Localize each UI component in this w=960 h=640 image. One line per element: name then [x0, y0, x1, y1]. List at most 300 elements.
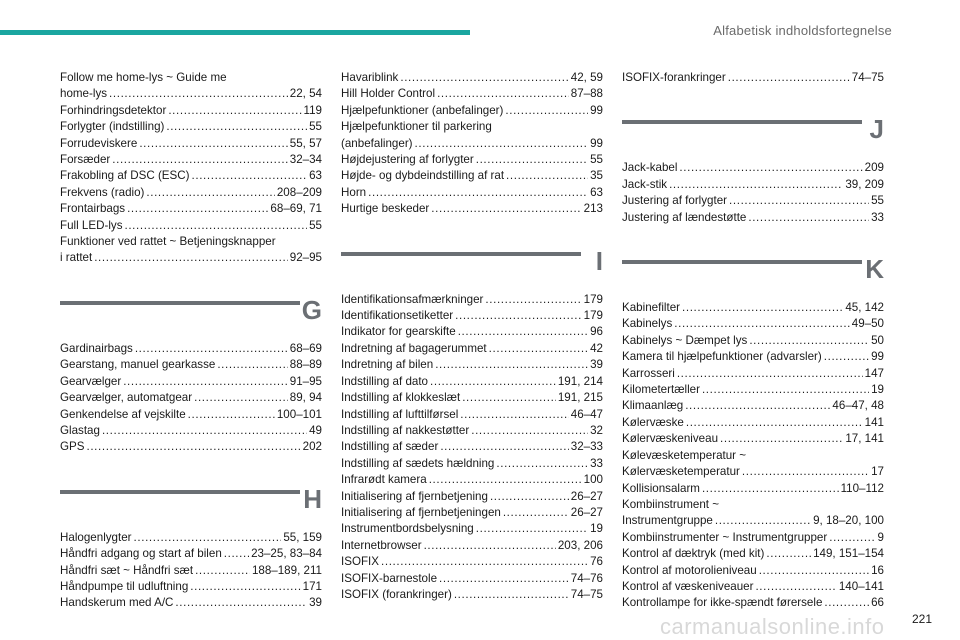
index-entry [341, 456, 603, 472]
index-entry-term: Gearstang, manuel gearkasse [60, 358, 216, 372]
index-entry-term: (anbefalinger) [341, 136, 413, 150]
section-letter-g: G [301, 294, 322, 325]
index-entry [622, 563, 884, 579]
index-entry-pages: 50 [871, 333, 884, 347]
index-column-1 [60, 70, 322, 612]
index-entry-pages: 46–47, 48 [832, 399, 884, 413]
index-entry [60, 201, 322, 217]
section-letter-k: K [865, 254, 884, 285]
index-entry-pages: 147 [864, 366, 884, 380]
index-entry-term: Hill Holder Control [341, 87, 436, 101]
index-entry-term: Kontrol af væskeniveauer [622, 579, 754, 593]
index-entry [60, 341, 322, 357]
dot-leader [489, 341, 588, 357]
index-entry-pages: 33 [871, 210, 884, 224]
index-entry-term: Hjælpefunktioner (anbefalinger) [341, 103, 504, 117]
index-entry-term: Karrosseri [622, 366, 675, 380]
index-entry-term: Indstilling af nakkestøtter [341, 423, 470, 437]
section-header-k [622, 248, 884, 294]
index-entry [622, 210, 884, 226]
dot-leader [112, 152, 287, 168]
index-entry-pages: 91–95 [289, 374, 322, 388]
page-number: 221 [911, 612, 932, 626]
index-entry-term: Havariblink [341, 71, 399, 84]
dot-leader [685, 398, 830, 414]
dot-leader [166, 119, 307, 135]
header-accent-bar [0, 30, 470, 35]
index-entry-term: Hurtige beskeder [341, 202, 430, 216]
index-entry-pages: 119 [303, 103, 322, 117]
dot-leader [702, 481, 839, 497]
index-entry [622, 513, 884, 529]
section-header-i [341, 240, 603, 286]
index-entry-term: Full LED-lys [60, 218, 123, 232]
index-entry [341, 185, 603, 201]
index-entry-term: Indikator for gearskifte [341, 325, 456, 339]
index-entry-pages: 209 [864, 161, 884, 175]
index-entry-pages: 22, 54 [289, 87, 322, 101]
index-entry-pages: 74–75 [570, 587, 603, 601]
index-group-i [341, 292, 603, 604]
index-entry-pages: 202 [302, 440, 322, 454]
index-entry-pages: 99 [590, 103, 603, 117]
index-entry-pages: 55, 57 [289, 136, 322, 150]
index-entry-pages: 9, 18–20, 100 [813, 514, 884, 528]
dot-leader [123, 374, 288, 390]
dot-leader [506, 168, 588, 184]
index-entry [341, 70, 603, 86]
index-entry [341, 152, 603, 168]
index-entry-pages: 32 [590, 423, 603, 437]
index-entry-pages: 99 [590, 136, 603, 150]
index-entry [60, 103, 322, 119]
index-entry-term: Forhindringsdetektor [60, 103, 167, 117]
dot-leader [168, 103, 301, 119]
index-entry [60, 423, 322, 439]
index-entry-term: Identifikationsetiketter [341, 309, 454, 323]
index-entry-term: i rattet [60, 251, 93, 265]
index-entry [60, 530, 322, 546]
section-rule [60, 301, 300, 305]
index-entry-pages: 68–69, 71 [270, 202, 322, 216]
index-entry-pages: 191, 215 [557, 391, 603, 405]
index-entry [622, 316, 884, 332]
dot-leader [686, 415, 863, 431]
index-entry [60, 563, 322, 579]
dot-leader [440, 439, 568, 455]
index-entry-term: Indstilling af sædets hældning [341, 456, 495, 470]
index-entry [622, 333, 884, 349]
index-entry-pages: 17 [871, 465, 884, 479]
dot-leader [485, 292, 581, 308]
index-entry [60, 595, 322, 611]
index-entry-pages: 179 [583, 292, 603, 306]
index-entry-term: Initialisering af fjernbetjening [341, 489, 488, 503]
index-entry-pages: 141 [864, 415, 884, 429]
index-entry [341, 103, 603, 119]
index-entry-term: Indstilling af klokkeslæt [341, 391, 461, 405]
index-entry [60, 250, 322, 266]
index-entry [60, 119, 322, 135]
index-entry [341, 357, 603, 373]
index-entry-pages: 55 [309, 218, 322, 232]
index-entry-term: Håndfri sæt ~ Håndfri sæt [60, 563, 194, 577]
index-entry [60, 86, 322, 102]
index-entry-pages: 88–89 [289, 358, 322, 372]
dot-leader [728, 70, 850, 86]
index-entry [60, 439, 322, 455]
dot-leader [505, 103, 588, 119]
section-letter-j: J [869, 114, 884, 145]
index-entry [622, 177, 884, 193]
index-entry-first-line: Follow me home-lys ~ Guide me [60, 71, 227, 84]
dot-leader [134, 530, 282, 546]
index-entry [341, 439, 603, 455]
index-entry-term: Horn [341, 185, 367, 199]
index-entry [622, 595, 884, 611]
index-entry-term: Kontrollampe for ikke-spændt førersele [622, 596, 823, 610]
index-entry-term: Indstilling af dato [341, 374, 429, 388]
index-entry-term: Kamera til hjælpefunktioner (advarsler) [622, 350, 822, 364]
index-entry [341, 407, 603, 423]
index-entry-pages: 92–95 [289, 251, 322, 265]
index-entry-pages: 55 [309, 120, 322, 134]
index-entry-term: ISOFIX [341, 555, 380, 569]
index-entry [60, 390, 322, 406]
index-entry-term: Halogenlygter [60, 530, 132, 544]
index-group-h [60, 530, 322, 612]
dot-leader [415, 136, 589, 152]
dot-leader [454, 587, 569, 603]
index-entry-pages: 179 [583, 309, 603, 323]
index-entry-pages: 191, 214 [557, 374, 603, 388]
index-entry-pages: 9 [877, 530, 884, 544]
index-entry [341, 521, 603, 537]
dot-leader [192, 168, 308, 184]
index-entry-term: Håndpumpe til udluftning [60, 579, 189, 593]
index-entry [622, 300, 884, 316]
index-entry-term: Kontrol af motorolieniveau [622, 563, 757, 577]
index-group-h-continued [341, 70, 603, 218]
index-entry-pages: 26–27 [570, 505, 603, 519]
dot-leader [224, 546, 249, 562]
dot-leader [720, 431, 843, 447]
section-letter-i: I [595, 245, 603, 276]
index-entry-pages: 140–141 [838, 579, 884, 593]
dot-leader [437, 86, 569, 102]
index-entry-first-line: Kølevæsketemperatur ~ [622, 448, 747, 462]
index-entry [341, 472, 603, 488]
index-entry-pages: 32–33 [570, 440, 603, 454]
index-entry [622, 70, 884, 86]
index-entry-pages: 203, 206 [557, 538, 603, 552]
index-entry-pages: 19 [590, 522, 603, 536]
index-entry-term: Frakobling af DSC (ESC) [60, 169, 190, 183]
index-entry-pages: 110–112 [840, 481, 884, 495]
index-entry-term: Frontairbags [60, 202, 126, 216]
dot-leader [702, 382, 869, 398]
index-entry-pages: 16 [871, 563, 884, 577]
dot-leader [471, 423, 588, 439]
section-rule [341, 252, 581, 256]
index-entry [622, 579, 884, 595]
dot-leader [431, 201, 581, 217]
dot-leader [188, 407, 275, 423]
index-entry [60, 407, 322, 423]
index-entry [60, 136, 322, 152]
index-entry-term: Højdejustering af forlygter [341, 153, 474, 167]
dot-leader [109, 86, 288, 102]
index-entry [622, 193, 884, 209]
index-entry-pages: 87–88 [570, 87, 603, 101]
index-entry-pages: 66 [871, 596, 884, 610]
index-entry-pages: 35 [590, 169, 603, 183]
index-entry-pages: 63 [590, 185, 603, 199]
index-entry-term: Justering af lændestøtte [622, 210, 747, 224]
dot-leader [476, 152, 588, 168]
dot-leader [715, 513, 811, 529]
index-entry [622, 546, 884, 562]
index-entry-pages: 42 [590, 341, 603, 355]
dot-leader [190, 579, 300, 595]
index-entry [341, 538, 603, 554]
index-entry [341, 571, 603, 587]
index-entry [341, 390, 603, 406]
dot-leader [194, 390, 288, 406]
index-entry [341, 308, 603, 324]
index-entry-pages: 26–27 [570, 489, 603, 503]
index-entry-term: Kølervæske [622, 415, 684, 429]
dot-leader [669, 177, 843, 193]
index-entry-term: Kombiinstrumenter ~ Instrumentgrupper [622, 530, 828, 544]
dot-leader [195, 563, 250, 579]
index-column-3 [622, 70, 884, 612]
index-entry [341, 554, 603, 570]
index-entry-pages: 39 [590, 358, 603, 372]
index-entry-pages: 33 [590, 456, 603, 470]
index-entry-term: Gardinairbags [60, 341, 133, 355]
index-entry-pages: 171 [302, 579, 322, 593]
dot-leader [824, 349, 869, 365]
index-entry-term: Kabinelys ~ Dæmpet lys [622, 333, 748, 347]
index-entry-pages: 76 [590, 555, 603, 569]
dot-leader [755, 579, 836, 595]
index-entry [60, 168, 322, 184]
index-entry [622, 431, 884, 447]
index-entry-term: Gearvælger [60, 374, 122, 388]
index-entry [341, 201, 603, 217]
index-entry-pages: 213 [583, 202, 603, 216]
index-entry [622, 398, 884, 414]
dot-leader [139, 136, 287, 152]
dot-leader [135, 341, 288, 357]
index-entry-pages: 99 [871, 350, 884, 364]
index-entry-pages: 17, 141 [845, 432, 884, 446]
section-header-g [60, 289, 322, 335]
dot-leader [217, 357, 287, 373]
index-column-2 [341, 70, 603, 603]
index-entry [622, 160, 884, 176]
index-entry-pages: 68–69 [289, 341, 322, 355]
index-entry-term: Jack-kabel [622, 161, 678, 175]
index-entry-first-line: Hjælpefunktioner til parkering [341, 120, 492, 134]
dot-leader [458, 324, 588, 340]
index-entry-term: Kontrol af dæktryk (med kit) [622, 547, 765, 561]
index-entry-term: Kollisionsalarm [622, 481, 700, 495]
index-entry-pages: 49 [309, 423, 322, 437]
index-entry-pages: 100 [583, 473, 603, 487]
index-entry-term: Genkendelse af vejskilte [60, 407, 186, 421]
index-entry-term: GPS [60, 440, 85, 454]
index-entry-term: Kabinelys [622, 317, 673, 331]
index-entry-pages: 63 [309, 169, 322, 183]
index-entry [622, 415, 884, 431]
dot-leader [175, 595, 307, 611]
dot-leader [94, 250, 288, 266]
index-entry-pages: 100–101 [276, 407, 322, 421]
index-entry-first-line: Kombiinstrument ~ [622, 497, 719, 511]
index-entry-term: Indstilling af sæder [341, 440, 439, 454]
index-entry-term: Initialisering af fjernbetjeningen [341, 505, 501, 519]
dot-leader [86, 439, 300, 455]
index-entry-pages: 74–76 [570, 571, 603, 585]
index-entry-term: ISOFIX (forankringer) [341, 587, 452, 601]
index-entry-term: Gearvælger, automatgear [60, 391, 193, 405]
index-entry [60, 546, 322, 562]
dot-leader [400, 70, 568, 86]
index-entry-term: Internetbrowser [341, 538, 422, 552]
dot-leader [496, 456, 588, 472]
index-entry [341, 86, 603, 102]
index-entry-pages: 89, 94 [289, 391, 322, 405]
dot-leader [759, 563, 869, 579]
index-entry-term: Handskerum med A/C [60, 596, 174, 610]
index-entry-term: Kilometertæller [622, 383, 700, 397]
dot-leader [742, 464, 869, 480]
index-entry-pages: 149, 151–154 [813, 547, 884, 561]
section-header-j [622, 108, 884, 154]
index-entry [622, 530, 884, 546]
index-entry [341, 374, 603, 390]
index-entry [341, 168, 603, 184]
index-entry [60, 579, 322, 595]
index-entry-term: Klimaanlæg [622, 399, 684, 413]
dot-leader [429, 472, 582, 488]
section-header-h [60, 478, 322, 524]
index-entry-term: Indstilling af lufttilførsel [341, 407, 459, 421]
index-group-f [60, 70, 322, 267]
index-entry-pages: 49–50 [851, 317, 884, 331]
dot-leader [127, 201, 268, 217]
index-entry-term: Håndfri adgang og start af bilen [60, 547, 222, 561]
dot-leader [748, 210, 869, 226]
index-entry [341, 136, 603, 152]
dot-leader [430, 374, 556, 390]
index-entry-pages: 46–47 [570, 407, 603, 421]
index-entry-term: Infrarødt kamera [341, 473, 427, 487]
dot-leader [749, 333, 869, 349]
index-entry [60, 374, 322, 390]
index-entry [341, 587, 603, 603]
section-letter-h: H [303, 483, 322, 514]
dot-leader [125, 218, 308, 234]
index-group-k [622, 300, 884, 612]
index-entry-term: Forrudeviskere [60, 136, 138, 150]
dot-leader [476, 521, 588, 537]
index-entry-pages: 23–25, 83–84 [251, 547, 322, 561]
watermark-text: carmanualsonline.info [660, 614, 885, 639]
index-entry-pages: 45, 142 [845, 301, 884, 315]
index-entry-term: Instrumentgruppe [622, 514, 713, 528]
index-entry [341, 489, 603, 505]
dot-leader [829, 530, 875, 546]
index-entry-term: Instrumentbordsbelysning [341, 522, 474, 536]
index-entry-term: Indretning af bagagerummet [341, 341, 487, 355]
dot-leader [674, 316, 849, 332]
dot-leader [460, 407, 568, 423]
dot-leader [679, 160, 862, 176]
index-entry-pages: 55 [871, 194, 884, 208]
index-entry [622, 382, 884, 398]
index-entry [60, 152, 322, 168]
index-entry-pages: 55, 159 [283, 530, 322, 544]
index-entry-term: Kølervæskeniveau [622, 432, 719, 446]
index-entry [622, 366, 884, 382]
section-rule [622, 120, 862, 124]
index-entry-pages: 39, 209 [845, 177, 884, 191]
index-entry [60, 185, 322, 201]
index-entry [341, 341, 603, 357]
dot-leader [439, 571, 569, 587]
index-entry-term: Kølervæsketemperatur [622, 465, 740, 479]
dot-leader [462, 390, 556, 406]
index-entry-pages: 188–189, 211 [251, 563, 322, 577]
index-group-j [622, 160, 884, 226]
index-entry [622, 464, 884, 480]
dot-leader [455, 308, 582, 324]
index-entry-term: Jack-stik [622, 177, 668, 191]
index-group-i-continued [622, 70, 884, 86]
index-entry [60, 357, 322, 373]
index-entry-term: Identifikationsafmærkninger [341, 292, 484, 306]
index-entry-term: Forlygter (indstilling) [60, 120, 165, 134]
index-entry-pages: 55 [590, 153, 603, 167]
index-group-g [60, 341, 322, 456]
dot-leader [490, 489, 569, 505]
index-entry-pages: 19 [871, 383, 884, 397]
dot-leader [503, 505, 569, 521]
dot-leader [381, 554, 588, 570]
section-rule [622, 260, 862, 264]
index-entry [341, 505, 603, 521]
index-entry-pages: 96 [590, 325, 603, 339]
index-entry-pages: 74–75 [851, 71, 884, 84]
index-entry-pages: 32–34 [289, 153, 322, 167]
dot-leader [424, 538, 556, 554]
index-entry [622, 481, 884, 497]
dot-leader [682, 300, 843, 316]
index-entry-term: Frekvens (radio) [60, 185, 145, 199]
section-rule [60, 490, 300, 494]
index-entry [341, 324, 603, 340]
index-entry-term: Højde- og dybdeindstilling af rat [341, 169, 505, 183]
dot-leader [729, 193, 869, 209]
page-header-title: Alfabetisk indholdsfortegnelse [713, 23, 892, 38]
index-entry-first-line: Funktioner ved rattet ~ Betjeningsknapper [60, 235, 276, 249]
index-entry-term: Kabinefilter [622, 301, 681, 315]
index-entry-term: Forsæder [60, 153, 111, 167]
index-entry-term: ISOFIX-barnestole [341, 571, 438, 585]
